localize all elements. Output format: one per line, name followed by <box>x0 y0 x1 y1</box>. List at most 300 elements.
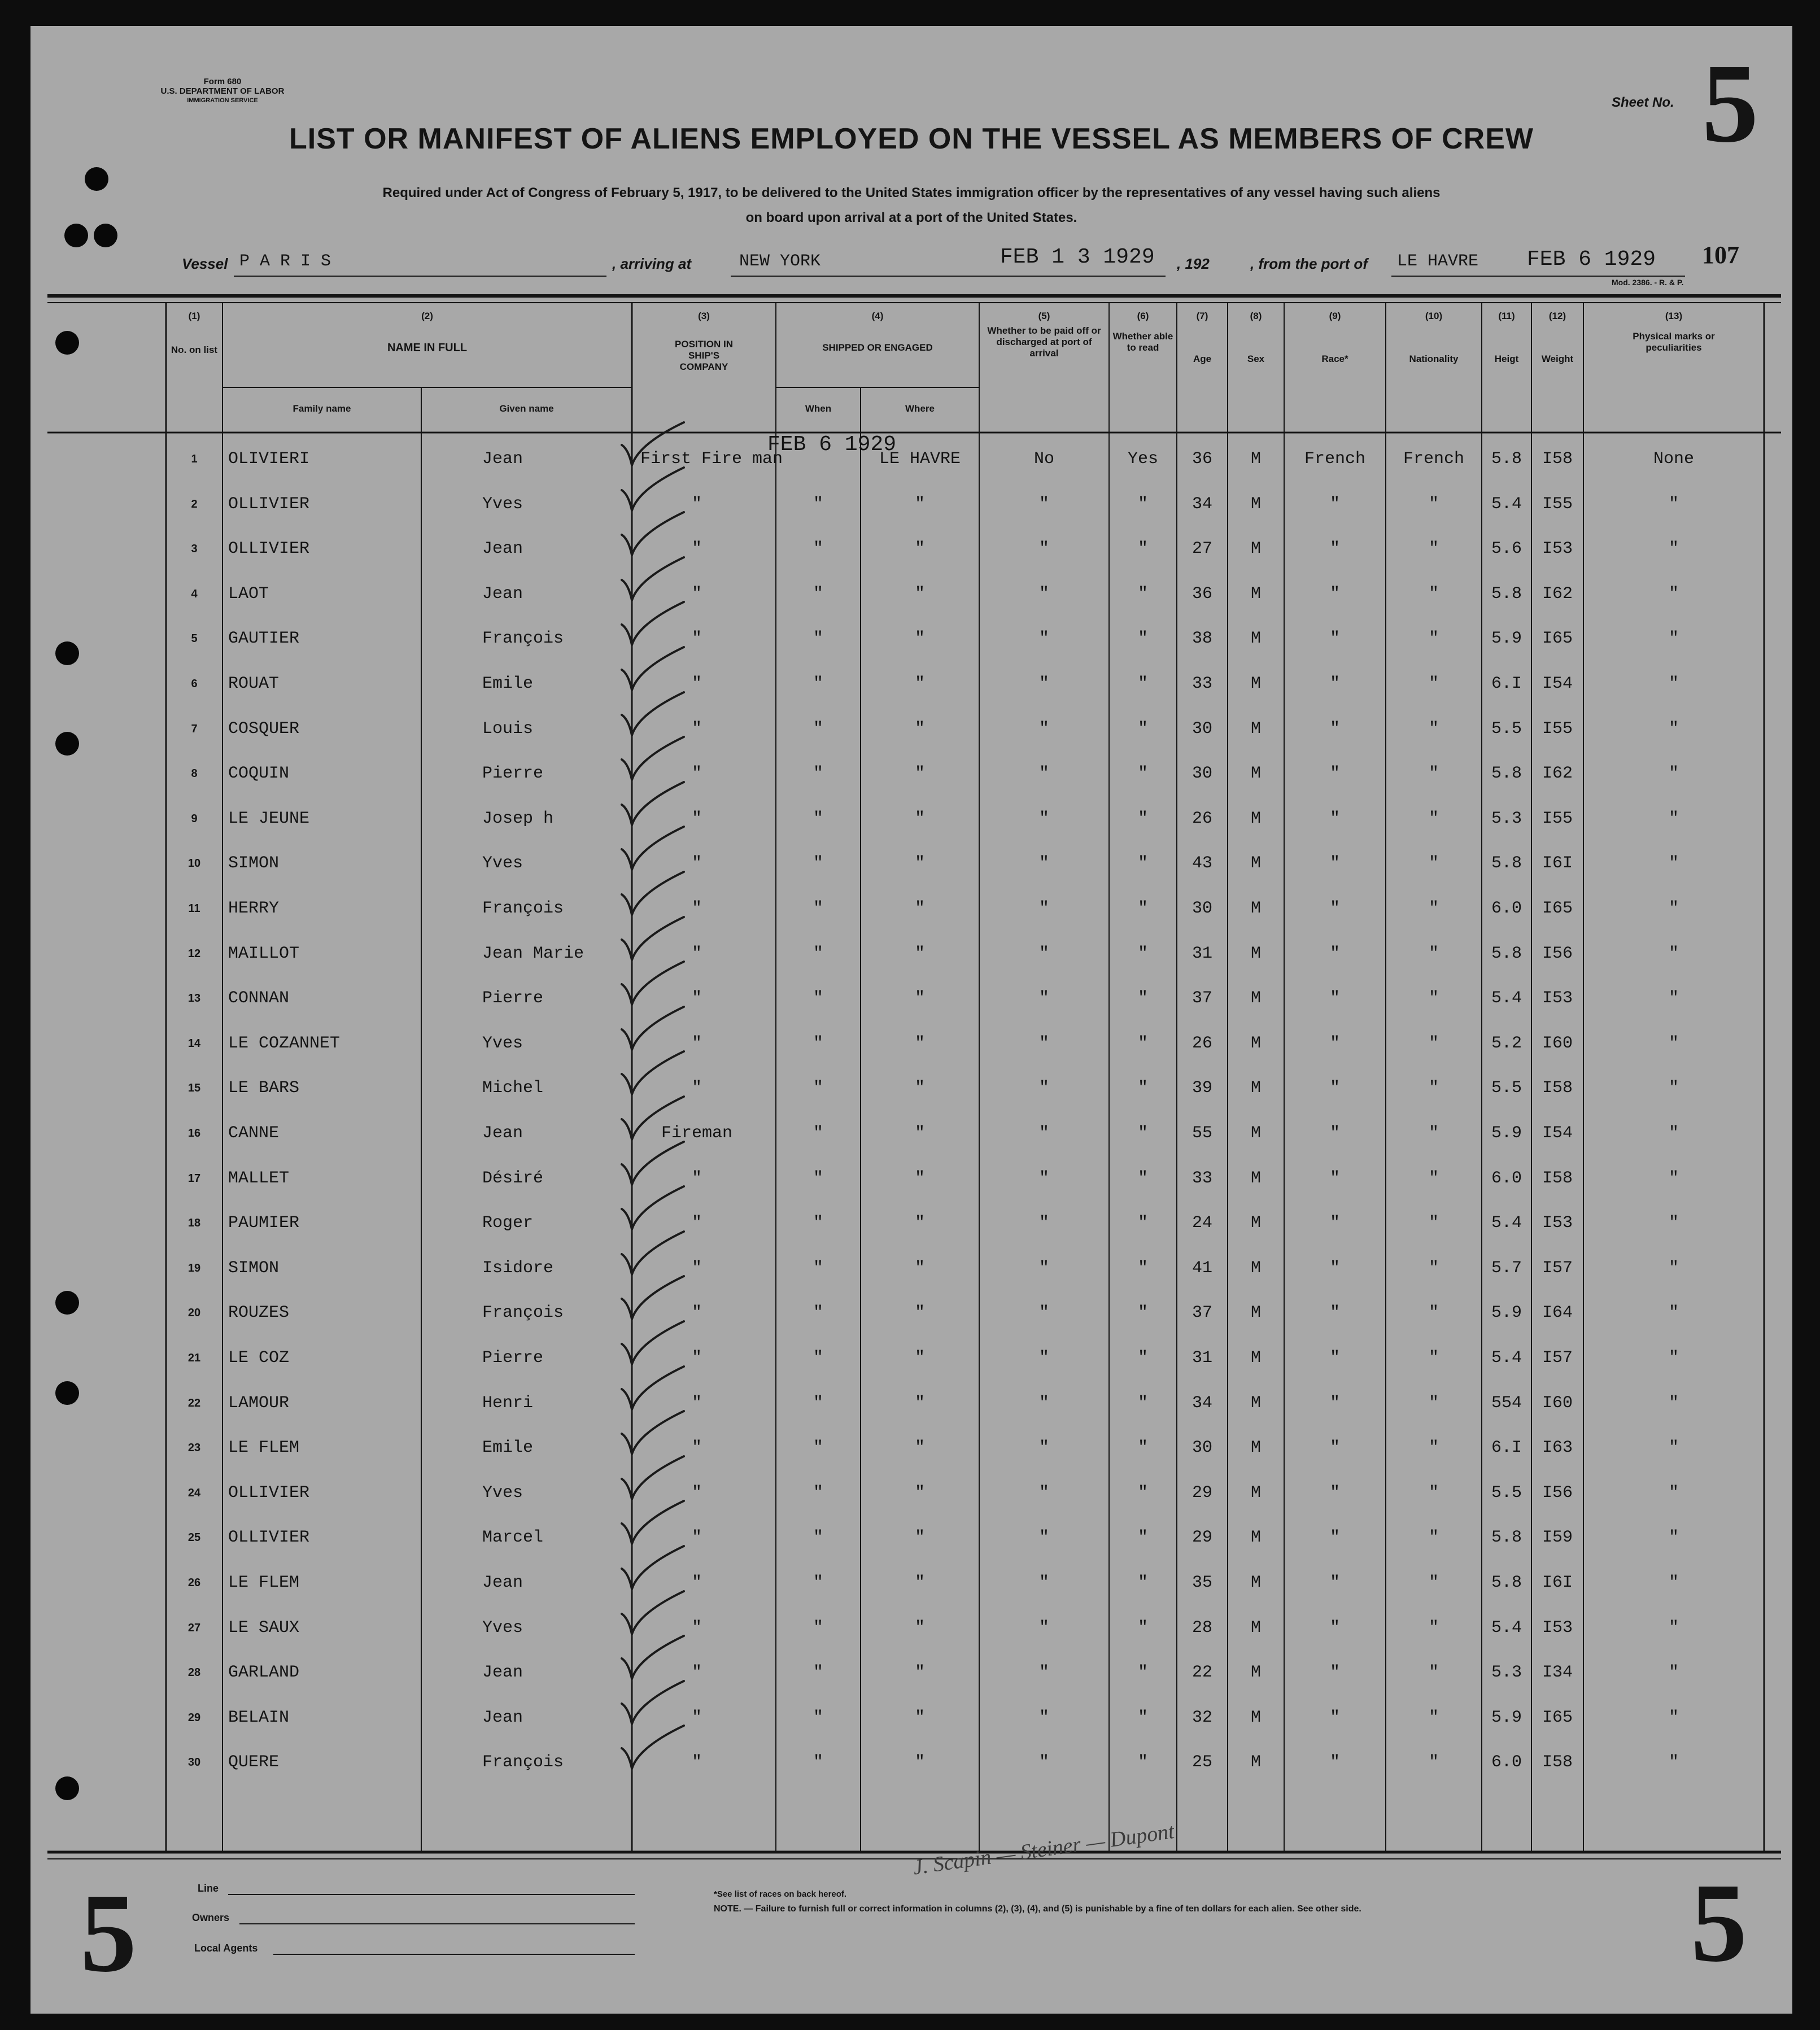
mod-number: Mod. 2386. - R. & P. <box>1612 278 1684 287</box>
shipped-when: " <box>813 584 823 604</box>
race: " <box>1329 854 1340 874</box>
nationality: " <box>1428 1708 1439 1727</box>
age: 28 <box>1191 1618 1212 1638</box>
able-to-read: " <box>1137 1213 1148 1233</box>
height: 5.8 <box>1491 854 1522 874</box>
position: " <box>691 1753 702 1773</box>
table-row <box>30 882 1792 927</box>
col-no-title: No. on list <box>171 344 218 355</box>
shipped-where: " <box>914 1348 925 1368</box>
sex: M <box>1250 854 1261 874</box>
col-shipped-title: SHIPPED OR ENGAGED <box>822 342 933 353</box>
arrival-date-stamp: FEB 1 3 1929 <box>1000 245 1155 269</box>
physical-marks: " <box>1668 584 1679 604</box>
able-to-read: " <box>1137 1618 1148 1638</box>
able-to-read: " <box>1137 1753 1148 1773</box>
sex: M <box>1250 1393 1261 1413</box>
col-no-index: (1) <box>188 311 200 321</box>
sex: M <box>1250 1708 1261 1727</box>
age: 30 <box>1191 719 1212 739</box>
shipped-when: " <box>813 1348 823 1368</box>
given-name: Emile <box>482 1438 534 1458</box>
age: 33 <box>1191 1168 1212 1188</box>
col-height-title: Heigt <box>1494 353 1519 364</box>
position: " <box>691 539 702 559</box>
race: " <box>1329 989 1340 1009</box>
position: " <box>691 1438 702 1458</box>
given-name: Jean <box>482 1573 523 1592</box>
footer-sheet-number-right: 5 <box>1691 1861 1747 1985</box>
physical-marks: " <box>1668 1079 1679 1098</box>
col-sex-index: (8) <box>1250 311 1262 321</box>
race: " <box>1329 1528 1340 1548</box>
table-row <box>30 612 1792 657</box>
physical-marks: None <box>1653 449 1694 469</box>
shipped-when: " <box>813 674 823 693</box>
physical-marks: " <box>1668 764 1679 784</box>
paid-off: " <box>1038 1213 1049 1233</box>
physical-marks: " <box>1668 1258 1679 1278</box>
paid-off: " <box>1038 1438 1049 1458</box>
row-number: 27 <box>187 1621 201 1634</box>
subtitle-line-1: Required under Act of Congress of February 5, 1917, to be delivered to the United States immigration officer by the representatives of any vessel having such aliens <box>382 185 1441 200</box>
table-row <box>30 567 1792 613</box>
table-row <box>30 1062 1792 1107</box>
able-to-read: " <box>1137 1483 1148 1503</box>
age: 22 <box>1191 1663 1212 1683</box>
nationality: " <box>1428 989 1439 1009</box>
given-name: Yves <box>482 1618 523 1638</box>
row-number: 14 <box>187 1037 201 1050</box>
height: 5.6 <box>1491 539 1522 559</box>
weight: I65 <box>1542 1708 1573 1727</box>
col-race-header <box>1284 311 1386 365</box>
able-to-read: " <box>1137 1124 1148 1143</box>
paid-off: " <box>1038 1168 1049 1188</box>
physical-marks: " <box>1668 1348 1679 1368</box>
row-number: 1 <box>191 453 198 465</box>
able-to-read: " <box>1137 1033 1148 1053</box>
paid-off: " <box>1038 674 1049 693</box>
col-no-header <box>166 311 222 356</box>
col-marks-title: Physical marks or peculiarities <box>1633 331 1715 353</box>
row-number: 29 <box>187 1711 201 1724</box>
row-number: 16 <box>187 1127 201 1140</box>
weight: I55 <box>1542 809 1573 828</box>
family-name: OLLIVIER <box>228 539 310 559</box>
departure-date-stamp: FEB 6 1929 <box>1527 247 1656 272</box>
weight: I53 <box>1542 1618 1573 1638</box>
col-sex-header <box>1228 311 1284 365</box>
nationality: " <box>1428 854 1439 874</box>
family-name: QUERE <box>228 1753 280 1773</box>
col-paid-header <box>979 311 1109 359</box>
col-position-index: (3) <box>698 311 710 321</box>
family-name: SIMON <box>228 1258 280 1278</box>
able-to-read: " <box>1137 899 1148 918</box>
height: 6.I <box>1491 674 1522 693</box>
table-row <box>30 1646 1792 1691</box>
position: " <box>691 1348 702 1368</box>
race: French <box>1304 449 1366 469</box>
family-name: ROUAT <box>228 674 280 693</box>
given-name: Emile <box>482 674 534 693</box>
height: 5.9 <box>1491 1124 1522 1143</box>
given-name: Yves <box>482 854 523 874</box>
nationality: " <box>1428 1573 1439 1592</box>
shipped-when: " <box>813 629 823 649</box>
family-name: LE FLEM <box>228 1438 300 1458</box>
age: 37 <box>1191 989 1212 1009</box>
sex: M <box>1250 1033 1261 1053</box>
weight: I6I <box>1542 854 1573 874</box>
shipped-where: " <box>914 1303 925 1323</box>
shipped-when: " <box>813 719 823 739</box>
physical-marks: " <box>1668 1168 1679 1188</box>
physical-marks: " <box>1668 629 1679 649</box>
able-to-read: " <box>1137 1708 1148 1727</box>
shipped-when: " <box>813 1258 823 1278</box>
height: 5.5 <box>1491 719 1522 739</box>
family-name: OLLIVIER <box>228 1483 310 1503</box>
family-name: ROUZES <box>228 1303 290 1323</box>
shipped-where: " <box>914 1033 925 1053</box>
given-name: Marcel <box>482 1528 544 1548</box>
family-name: LE COZANNET <box>228 1033 341 1053</box>
row-number: 6 <box>191 678 198 690</box>
age: 26 <box>1191 1033 1212 1053</box>
nationality: " <box>1428 1079 1439 1098</box>
weight: I56 <box>1542 1483 1573 1503</box>
position: " <box>691 584 702 604</box>
col-shipped-index: (4) <box>871 311 884 321</box>
position: " <box>691 1258 702 1278</box>
shipped-where: " <box>914 1753 925 1773</box>
department-name: U.S. DEPARTMENT OF LABOR <box>160 86 285 96</box>
given-name: Jean <box>482 449 523 469</box>
physical-marks: " <box>1668 1213 1679 1233</box>
family-name: LE JEUNE <box>228 809 310 828</box>
row-number: 15 <box>187 1082 201 1095</box>
given-name: Désiré <box>482 1168 544 1188</box>
position: " <box>691 1483 702 1503</box>
weight: I63 <box>1542 1438 1573 1458</box>
col-read-title: Whether able to read <box>1112 331 1173 353</box>
shipped-where: " <box>914 1708 925 1727</box>
nationality: " <box>1428 719 1439 739</box>
col-family-header: Family name <box>293 403 351 414</box>
physical-marks: " <box>1668 944 1679 963</box>
col-marks-header <box>1583 311 1764 353</box>
table-row <box>30 1601 1792 1647</box>
row-number: 9 <box>191 812 198 825</box>
shipped-when: " <box>813 539 823 559</box>
nationality: " <box>1428 1168 1439 1188</box>
age: 26 <box>1191 809 1212 828</box>
able-to-read: " <box>1137 494 1148 514</box>
height: 5.2 <box>1491 1033 1522 1053</box>
paid-off: " <box>1038 1348 1049 1368</box>
able-to-read: " <box>1137 989 1148 1009</box>
table-row <box>30 433 1792 478</box>
age: 25 <box>1191 1753 1212 1773</box>
age: 30 <box>1191 764 1212 784</box>
height: 5.3 <box>1491 809 1522 828</box>
col-age-title: Age <box>1193 353 1212 364</box>
table-row <box>30 792 1792 837</box>
age: 36 <box>1191 584 1212 604</box>
row-number: 25 <box>187 1531 201 1544</box>
year-label: , 192 <box>1177 255 1210 272</box>
weight: I62 <box>1542 584 1573 604</box>
able-to-read: " <box>1137 1663 1148 1683</box>
sex: M <box>1250 809 1261 828</box>
family-name: LE BARS <box>228 1079 300 1098</box>
height: 5.8 <box>1491 1528 1522 1548</box>
position: First Fire man <box>640 449 783 469</box>
races-footnote: *See list of races on back hereof. <box>714 1889 847 1899</box>
nationality: " <box>1428 1258 1439 1278</box>
shipped-when: " <box>813 944 823 963</box>
row-number: 28 <box>187 1666 201 1679</box>
vessel-label: Vessel <box>182 255 228 272</box>
shipped-when: " <box>813 1663 823 1683</box>
race: " <box>1329 1033 1340 1053</box>
weight: I65 <box>1542 629 1573 649</box>
col-name-index: (2) <box>421 311 433 321</box>
page-title: LIST OR MANIFEST OF ALIENS EMPLOYED ON THE VESSEL AS MEMBERS OF CREW <box>289 123 1534 155</box>
shipped-where: " <box>914 494 925 514</box>
physical-marks: " <box>1668 1483 1679 1503</box>
age: 34 <box>1191 494 1212 514</box>
age: 38 <box>1191 629 1212 649</box>
nationality: " <box>1428 584 1439 604</box>
sex: M <box>1250 1618 1261 1638</box>
sex: M <box>1250 494 1261 514</box>
row-number: 26 <box>187 1577 201 1589</box>
nationality: " <box>1428 1348 1439 1368</box>
col-nationality-title: Nationality <box>1409 353 1459 364</box>
row-number: 17 <box>187 1172 201 1185</box>
weight: I34 <box>1542 1663 1573 1683</box>
position: Fireman <box>661 1124 733 1143</box>
sheet-label: Sheet No. <box>1612 95 1674 110</box>
shipped-when: " <box>813 1213 823 1233</box>
shipped-where: " <box>914 764 925 784</box>
age: 55 <box>1191 1124 1212 1143</box>
position: " <box>691 674 702 693</box>
weight: I54 <box>1542 674 1573 693</box>
race: " <box>1329 1753 1340 1773</box>
shipped-when: " <box>813 1618 823 1638</box>
able-to-read: " <box>1137 1168 1148 1188</box>
nationality: " <box>1428 1753 1439 1773</box>
nationality: French <box>1403 449 1465 469</box>
nationality: " <box>1428 764 1439 784</box>
col-given-header: Given name <box>499 403 554 414</box>
weight: I56 <box>1542 944 1573 963</box>
physical-marks: " <box>1668 1124 1679 1143</box>
physical-marks: " <box>1668 1618 1679 1638</box>
given-name: Isidore <box>482 1258 554 1278</box>
physical-marks: " <box>1668 539 1679 559</box>
race: " <box>1329 494 1340 514</box>
table-row <box>30 1466 1792 1512</box>
able-to-read: " <box>1137 1573 1148 1592</box>
table-row <box>30 478 1792 523</box>
age: 36 <box>1191 449 1212 469</box>
sex: M <box>1250 764 1261 784</box>
table-row <box>30 702 1792 748</box>
col-position-header <box>632 311 776 373</box>
height: 6.0 <box>1491 1168 1522 1188</box>
age: 37 <box>1191 1303 1212 1323</box>
given-name: Pierre <box>482 989 544 1009</box>
physical-marks: " <box>1668 1573 1679 1592</box>
age: 35 <box>1191 1573 1212 1592</box>
able-to-read: " <box>1137 1079 1148 1098</box>
height: 5.8 <box>1491 449 1522 469</box>
height: 5.4 <box>1491 1213 1522 1233</box>
race: " <box>1329 1618 1340 1638</box>
family-name: HERRY <box>228 899 280 918</box>
race: " <box>1329 1708 1340 1727</box>
nationality: " <box>1428 1663 1439 1683</box>
sex: M <box>1250 1438 1261 1458</box>
given-name: Henri <box>482 1393 534 1413</box>
weight: I65 <box>1542 899 1573 918</box>
subtitle-line-2: on board upon arrival at a port of the United States. <box>745 210 1077 225</box>
weight: I58 <box>1542 1079 1573 1098</box>
position: " <box>691 1079 702 1098</box>
shipped-where: " <box>914 809 925 828</box>
given-name: Josep h <box>482 809 554 828</box>
shipped-when: " <box>813 1303 823 1323</box>
paid-off: " <box>1038 1258 1049 1278</box>
height: 5.3 <box>1491 1663 1522 1683</box>
sex: M <box>1250 1753 1261 1773</box>
local-agents-label: Local Agents <box>194 1942 258 1954</box>
row-number: 7 <box>191 722 198 735</box>
sheet-number: 5 <box>1702 41 1758 166</box>
col-marks-index: (13) <box>1665 311 1683 321</box>
position: " <box>691 1528 702 1548</box>
col-sex-title: Sex <box>1247 353 1265 364</box>
given-name: François <box>482 1303 564 1323</box>
family-name: COSQUER <box>228 719 300 739</box>
penalty-note: NOTE. — Failure to furnish full or correct information in columns (2), (3), (4), and (5) is punishable by a fine of ten dollars for each alien. See other side. <box>714 1904 1361 1914</box>
col-read-header <box>1109 311 1177 353</box>
age: 24 <box>1191 1213 1212 1233</box>
nationality: " <box>1428 1483 1439 1503</box>
paid-off: " <box>1038 1483 1049 1503</box>
nationality: " <box>1428 674 1439 693</box>
service-name: IMMIGRATION SERVICE <box>187 97 258 104</box>
sex: M <box>1250 1483 1261 1503</box>
table-row <box>30 1152 1792 1197</box>
able-to-read: " <box>1137 1393 1148 1413</box>
able-to-read: " <box>1137 674 1148 693</box>
height: 5.8 <box>1491 944 1522 963</box>
position: " <box>691 1393 702 1413</box>
col-name-header <box>222 311 632 353</box>
height: 554 <box>1491 1393 1522 1413</box>
table-row <box>30 1242 1792 1287</box>
weight: I6I <box>1542 1573 1573 1592</box>
sex: M <box>1250 539 1261 559</box>
arriving-port: NEW YORK <box>739 252 821 271</box>
position: " <box>691 1573 702 1592</box>
height: 5.8 <box>1491 584 1522 604</box>
row-number: 4 <box>191 587 198 600</box>
age: 33 <box>1191 674 1212 693</box>
physical-marks: " <box>1668 1438 1679 1458</box>
row-number: 19 <box>187 1261 201 1274</box>
family-name: CANNE <box>228 1124 280 1143</box>
table-row <box>30 522 1792 567</box>
position: " <box>691 494 702 514</box>
table-row <box>30 1331 1792 1377</box>
weight: I55 <box>1542 494 1573 514</box>
shipped-when: " <box>813 1528 823 1548</box>
race: " <box>1329 1438 1340 1458</box>
shipped-where: " <box>914 1573 925 1592</box>
height: 5.8 <box>1491 1573 1522 1592</box>
paid-off: " <box>1038 1663 1049 1683</box>
from-port: LE HAVRE <box>1397 252 1479 271</box>
sex: M <box>1250 899 1261 918</box>
position: " <box>691 1618 702 1638</box>
able-to-read: Yes <box>1127 449 1158 469</box>
col-when-header: When <box>805 403 832 414</box>
row-number: 12 <box>187 947 201 960</box>
able-to-read: " <box>1137 1303 1148 1323</box>
weight: I53 <box>1542 989 1573 1009</box>
col-nationality-index: (10) <box>1425 311 1443 321</box>
shipped-where: " <box>914 1393 925 1413</box>
paid-off: " <box>1038 494 1049 514</box>
position: " <box>691 1213 702 1233</box>
position: " <box>691 944 702 963</box>
age: 34 <box>1191 1393 1212 1413</box>
shipped-where: " <box>914 1079 925 1098</box>
age: 29 <box>1191 1528 1212 1548</box>
paid-off: No <box>1033 449 1054 469</box>
race: " <box>1329 1124 1340 1143</box>
sex: M <box>1250 1348 1261 1368</box>
position: " <box>691 989 702 1009</box>
race: " <box>1329 539 1340 559</box>
given-name: Jean <box>482 1124 523 1143</box>
able-to-read: " <box>1137 584 1148 604</box>
paid-off: " <box>1038 1708 1049 1727</box>
shipped-where: " <box>914 629 925 649</box>
nationality: " <box>1428 809 1439 828</box>
family-name: GAUTIER <box>228 629 300 649</box>
shipped-where: " <box>914 989 925 1009</box>
able-to-read: " <box>1137 944 1148 963</box>
race: " <box>1329 1213 1340 1233</box>
paid-off: " <box>1038 899 1049 918</box>
paid-off: " <box>1038 854 1049 874</box>
col-age-header <box>1177 311 1228 365</box>
table-row <box>30 657 1792 702</box>
given-name: Roger <box>482 1213 534 1233</box>
position: " <box>691 719 702 739</box>
paid-off: " <box>1038 1079 1049 1098</box>
race: " <box>1329 584 1340 604</box>
shipped-when: " <box>813 1079 823 1098</box>
